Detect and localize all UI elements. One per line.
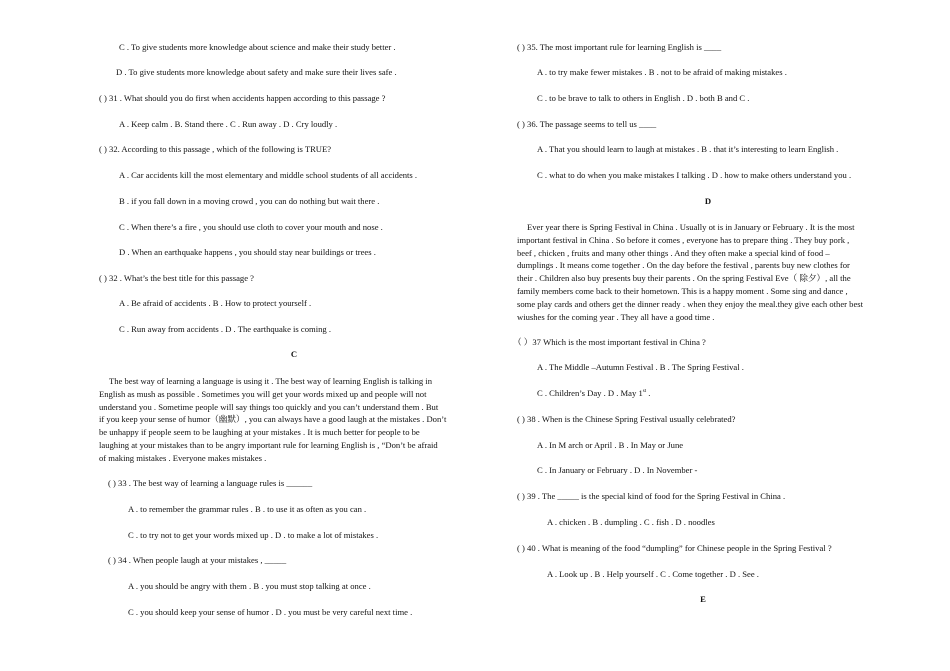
q37-options-cd-end: . — [646, 388, 651, 398]
passage-c-line: English as mush as possible . Sometimes you will get your words mixed up and people will not — [99, 388, 427, 399]
passage-c-line: if you keep your sense of humor（幽默）, you can always have a good laugh at the mistakes . Don’t — [99, 414, 447, 425]
passage-d-line: some play cards and others get the dinner ready . when they enjoy the meal.they give each other best — [517, 298, 864, 309]
passage-c-line: of making mistakes . Everyone makes mistakes . — [99, 452, 267, 463]
q35-options-cd: C . to be brave to talk to others in English . D . both B and C . — [537, 93, 750, 103]
q32b-stem: ( ) 32 . What’s the best title for this passage ? — [99, 273, 254, 283]
q32a-option-d: D . When an earthquake happens , you should stay near buildings or trees . — [119, 247, 376, 257]
q35-options-ab: A . to try make fewer mistakes . B . not to be afraid of making mistakes . — [537, 67, 787, 77]
q32a-option-b: B . if you fall down in a moving crowd , you can do nothing but wait there . — [119, 196, 380, 206]
q38-stem: ( ) 38 . When is the Chinese Spring Festival usually celebrated? — [517, 414, 736, 424]
q31-stem: ( ) 31 . What should you do first when accidents happen according to this passage ? — [99, 93, 386, 103]
q32b-options-ab: A . Be afraid of accidents . B . How to protect yourself . — [119, 298, 312, 308]
passage-d-line: family members come back to their hometown. This is a happy moment . Some sing and dance , — [517, 285, 848, 296]
q36-options-cd: C . what to do when you make mistakes I talking . D . how to make others understand you . — [537, 170, 852, 180]
q34-options-ab: A . you should be angry with them . B . you must stop talking at once . — [128, 581, 371, 591]
q38-options-ab: A . In M arch or April . B . In May or June — [537, 440, 684, 450]
q35-stem: ( ) 35. The most important rule for learning English is ____ — [517, 42, 722, 52]
q36-options-ab: A . That you should learn to laugh at mistakes . B . that it’s interesting to learn English . — [537, 144, 839, 154]
q37-options-cd-text: C . Children’s Day . D . May 1 — [537, 388, 643, 398]
passage-d-line: beef , chicken , fruits and many other things . And they often make a special kind of food – — [517, 247, 830, 258]
q33-options-cd: C . to try not to get your words mixed up . D . to make a lot of mistakes . — [128, 530, 379, 540]
passage-c-line: laughing at your mistakes than to be angry important rule for learning English is , “Don’t be afraid — [99, 439, 438, 450]
section-e-heading: E — [700, 594, 706, 604]
passage-d-line: wiushes for the coming year . They all have a good time . — [517, 311, 715, 322]
passage-d-line: Ever year there is Spring Festival in China . Usually ot is in January or February . It is the most — [527, 222, 855, 232]
q39-stem: ( ) 39 . The _____ is the special kind of food for the Spring Festival in China . — [517, 491, 786, 501]
q37-options-cd — [537, 388, 650, 399]
q30-option-d: D . To give students more knowledge about safety and make sure their lives safe . — [116, 67, 397, 77]
passage-d — [517, 221, 863, 323]
q33-options-ab: A . to remember the grammar rules . B . to use it as often as you can . — [128, 504, 367, 514]
q37-options-ab: A . The Middle –Autumn Festival . B . The Spring Festival . — [537, 362, 744, 372]
passage-c — [99, 375, 446, 465]
q40-options: A . Look up . B . Help yourself . C . Come together . D . See . — [547, 569, 759, 579]
section-c-heading: C — [290, 349, 298, 359]
q37-superscript: st — [642, 389, 647, 395]
q32a-stem: ( ) 32. According to this passage , which of the following is TRUE? — [99, 144, 332, 154]
q38-options-cd: C . In January or February . D . In November - — [537, 465, 698, 475]
q40-stem: ( ) 40 . What is meaning of the food “dumpling” for Chinese people in the Spring Festival ? — [517, 543, 832, 553]
q32a-option-a: A . Car accidents kill the most elementary and middle school students of all accidents . — [119, 170, 418, 180]
q39-options: A . chicken . B . dumpling . C . fish . D . noodles — [547, 517, 715, 527]
q34-options-cd: C . you should keep your sense of humor . D . you must be very careful next time . — [128, 607, 413, 617]
passage-c-line: be unhappy if people seem to be laughing at your mistakes . It is much better for people to be — [99, 427, 420, 438]
passage-d-line: their . Children also buy presents buy their parents . On the spring Festival Eve（ 除夕）, all the — [517, 273, 851, 284]
passage-d-line: dumplings . It means come together . On the day before the festival , parents buy new clothes for — [517, 260, 850, 271]
passage-c-line: understand you . Sometime people will say things too quickly and you can’t understand them . But — [99, 401, 439, 412]
q36-stem: ( ) 36. The passage seems to tell us ____ — [517, 119, 657, 129]
q32b-options-cd: C . Run away from accidents . D . The earthquake is coming . — [119, 324, 332, 334]
q30-option-c: C . To give students more knowledge about science and make their study better . — [119, 42, 396, 52]
passage-c-line: The best way of learning a language is using it . The best way of learning English is talking in — [109, 376, 432, 386]
q33-stem: ( ) 33 . The best way of learning a language rules is ______ — [108, 478, 313, 488]
q37-stem: （ ）37 Which is the most important festival in China ? — [513, 337, 706, 347]
passage-d-line: important festival in China . So before it comes , everyone has to prepare thing . They buy pork , — [517, 234, 850, 245]
section-d-heading: D — [704, 196, 712, 206]
q34-stem: ( ) 34 . When people laugh at your mistakes , _____ — [108, 555, 287, 565]
q32a-option-c: C . When there’s a fire , you should use cloth to cover your mouth and nose . — [119, 222, 383, 232]
q31-options: A . Keep calm . B. Stand there . C . Run away . D . Cry loudly . — [119, 119, 338, 129]
